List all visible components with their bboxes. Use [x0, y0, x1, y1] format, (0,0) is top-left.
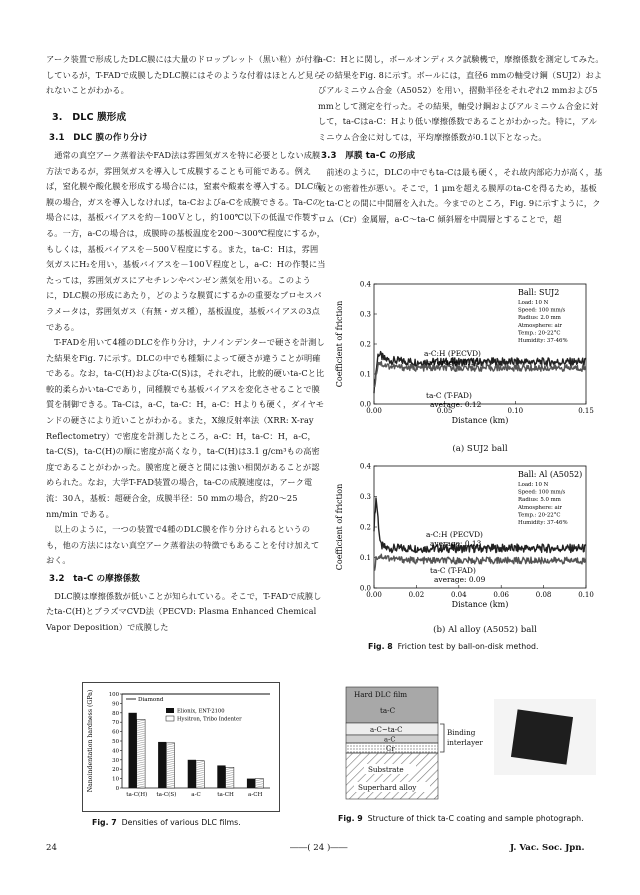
info-box-line: Radius: 5.0 mm — [518, 497, 561, 504]
y-tick-label: 0.2 — [359, 340, 371, 349]
fig8-caption-text: Friction test by ball-on-disk method. — [397, 642, 539, 651]
y-tick-label: 0.1 — [359, 554, 371, 562]
y-axis-label: Coefficient of friction — [335, 483, 344, 571]
y-tick-label: 40 — [112, 748, 119, 755]
y-tick-label: 100 — [108, 692, 119, 698]
subsection-3-3-heading: 3.3 厚膜 ta-C の形成 — [321, 150, 416, 161]
substrate-layer — [346, 753, 438, 799]
legend-swatch — [166, 716, 174, 721]
paragraph: 以上のように，一つの装置で4種のDLC膜を作り分けられるというのも，他の方法にはない真空アーク蒸着法の特徴でもあることを付け加えておく。 — [46, 524, 320, 566]
info-box-line: Humidity: 37-46% — [518, 338, 568, 344]
layer-label: Substrate — [368, 765, 404, 774]
y-tick-label: 70 — [112, 720, 119, 727]
y-axis-label: Nanoindentation hardness (GPa) — [87, 689, 94, 793]
info-box-title: Ball: SUJ2 — [518, 288, 560, 297]
bar-elionix — [129, 713, 137, 788]
plot-frame — [374, 466, 586, 588]
fig7-caption-number: Fig. 7 — [92, 818, 117, 827]
info-box-line: Atmosphere: air — [518, 504, 563, 511]
x-tick-label: a-CH — [248, 792, 263, 798]
x-tick-label: 0.04 — [451, 591, 467, 599]
x-tick-label: 0.10 — [578, 591, 594, 599]
layer-label: ta-C — [380, 706, 396, 715]
layer-label: a-C~ta-C — [370, 726, 403, 734]
paragraph: a-C：Hとに関し，ボールオンディスク試験機で，摩擦係数を測定してみた。その結果をFig. 8に示す。ボールには，直径6 mmの軸受け鋼（SUJ2）およびアルミニウム合金（A5052）を用い，摺動半径をそれぞれ2 mmおよび5 mmとして測定を行った。その結果，軸受け鋼およびアルミニウム合金に対して，ta-Cはa-C：Hより低い摩擦係数であることがわかった。特に，アルミニウム合金に対しては，平均摩擦係数が0.1以下となった。 — [318, 54, 604, 142]
info-box-line: Temp.: 20-22°C — [518, 512, 561, 519]
sample-photo — [511, 709, 573, 764]
y-tick-label: 30 — [112, 757, 119, 764]
series-label-tac: ta-C (T-FAD) — [426, 391, 472, 400]
bar-elionix — [247, 779, 255, 788]
y-tick-label: 0.2 — [359, 523, 371, 532]
page-number-center: ――( 24 )―― — [290, 843, 348, 853]
fig7-caption-text: Densities of various DLC films. — [121, 818, 241, 827]
x-tick-label: 0.02 — [408, 591, 425, 599]
paragraph: 通常の真空アーク蒸着法やFAD法は雰囲気ガスを特に必要としない成膜方法であるが，雰囲気ガスを導入して成膜することも可能である。例えば，窒化膜や酸化膜を形成する場合には，窒素や酸素を導入する。DLC成膜の場合，ガスを導入しなければ，ta-Cおよびa-Cを成膜できる。Ta-Cの場合には，基板バイアスを約－100Ｖとし，約100℃以下の低温で作製する。一方，a-Cの場合は，成膜時の基板温度を200～300℃程度にするか，もしくは，基板バイアスを－500Ｖ程度にする。また，ta-C：Hは，雰囲気ガスにH₂を用い，基板バイアスを－100Ｖ程度とし，a-C：Hの作製に当たっては，雰囲気ガスにアセチレンやベンゼン蒸気を用いる。このように，DLC膜の形成にあたり，どのような膜質にするかの重要なプロセスパラメータは，雰囲気ガス（有無・ガス種），基板温度，基板バイアスの3点である。 — [46, 149, 326, 332]
section-heading: 3. DLC 膜形成 — [52, 111, 127, 123]
x-tick-label: 0.00 — [366, 407, 382, 415]
paragraph: DLC膜は摩擦係数が低いことが知られている。そこで，T-FADで成膜したta-C(H)とプラズマCVD法（PECVD: Plasma Enhanced Chemical Vapor Deposition）で成膜した — [46, 590, 322, 632]
series-average-ach: average: 0.13 — [430, 539, 482, 548]
x-tick-label: 0.08 — [535, 591, 552, 599]
plot-frame — [374, 284, 586, 404]
hardness-bar-chart — [84, 684, 278, 810]
left-column — [46, 52, 326, 635]
series-label-ach: a-C:H (PECVD) — [426, 530, 483, 539]
series-average-tac: average: 0.12 — [430, 400, 482, 409]
series-average-ach: average: 0.14 — [428, 358, 480, 367]
fig9-caption — [338, 814, 584, 823]
info-box-line: Speed: 100 mm/s — [518, 307, 566, 314]
y-tick-label: 10 — [112, 776, 119, 783]
intro-paragraph: アーク装置で形成したDLC膜には大量のドロップレット（黒い粒）が付着しているが，T-FADで成膜したDLC膜にはそのような付着はほとんど見られないことがわかる。 — [46, 54, 322, 96]
info-box-line: Atmosphere: air — [518, 322, 563, 329]
bar-elionix — [188, 760, 196, 788]
interlayer-bracket — [440, 724, 444, 752]
y-tick-label: 0.0 — [359, 584, 371, 593]
y-axis-label: Coefficient of friction — [335, 300, 344, 388]
y-tick-label: 0.4 — [359, 280, 371, 289]
y-tick-label: 0.3 — [359, 493, 371, 501]
y-tick-label: 60 — [112, 729, 119, 736]
layer-structure-diagram — [344, 685, 600, 803]
subsection-3-1-heading: 3.1 DLC 膜の作り分け — [49, 133, 148, 144]
fig8-caption — [368, 642, 538, 651]
info-box-title: Ball: Al (A5052) — [518, 470, 583, 479]
info-box-line: Humidity: 37-46% — [518, 520, 568, 526]
x-tick-label: a-C — [191, 792, 201, 798]
y-tick-label: 0 — [115, 786, 119, 792]
bar-elionix — [158, 742, 166, 788]
fig8a-sublabel: (a) SUJ2 ball — [452, 444, 508, 454]
y-tick-label: 0.0 — [359, 400, 371, 409]
fig8b-sublabel: (b) Al alloy (A5052) ball — [433, 625, 537, 635]
x-tick-label: ta-CH — [217, 792, 234, 798]
friction-chart-a — [330, 276, 600, 426]
y-tick-label: 0.1 — [359, 370, 371, 379]
info-box-line: Load: 10 N — [518, 482, 549, 488]
y-tick-label: 0.4 — [359, 462, 371, 471]
page-number: 24 — [46, 843, 57, 853]
x-axis-label: Distance (km) — [451, 416, 509, 425]
x-tick-label: ta-C(H) — [126, 792, 148, 798]
bar-elionix — [217, 765, 225, 788]
info-box-line: Load: 10 N — [518, 300, 549, 306]
layer-label: Hard DLC film — [354, 690, 408, 699]
binding-label: Binding — [447, 728, 476, 737]
y-tick-label: 20 — [112, 767, 119, 774]
series-label-tac: ta-C (T-FAD) — [430, 566, 476, 575]
x-tick-label: 0.15 — [578, 407, 594, 415]
x-tick-label: 0.06 — [493, 591, 509, 599]
legend-label: Hysitron, Tribo Indenter — [177, 716, 242, 723]
subsection-3-2-heading: 3.2 ta-C の摩擦係数 — [49, 574, 140, 584]
right-column — [318, 52, 604, 228]
y-tick-label: 50 — [112, 739, 119, 745]
y-tick-label: 80 — [112, 710, 119, 717]
series-average-tac: average: 0.09 — [434, 575, 486, 584]
layer-label: a-C — [384, 735, 396, 744]
x-tick-label: ta-C(S) — [156, 792, 177, 798]
info-box-line: Speed: 100 mm/s — [518, 489, 566, 496]
info-box-line: Radius: 2.0 mm — [518, 315, 561, 322]
fig9-caption-text: Structure of thick ta-C coating and sample photograph. — [367, 814, 584, 823]
journal-name: J. Vac. Soc. Jpn. — [510, 843, 585, 853]
friction-chart-b — [330, 458, 600, 616]
fig9-caption-number: Fig. 9 — [338, 814, 363, 823]
binding-label: interlayer — [447, 738, 483, 747]
legend-label: Elionix, ENT-2100 — [177, 708, 225, 715]
layer-label: Cr — [386, 745, 395, 753]
fig8-caption-number: Fig. 8 — [368, 642, 393, 651]
y-tick-label: 0.3 — [359, 310, 371, 319]
series-label-ach: a-C:H (PECVD) — [424, 349, 481, 358]
fig7-caption — [92, 818, 241, 827]
paragraph: T-FADを用いて4種のDLCを作り分け，ナノインデンターで硬さを計測した結果をFig. 7に示す。DLCの中でも種類によって硬さが違うことが明確である。なお，ta-C(H)およびta-C(S)は，それぞれ，比較的硬いta-Cと比較的柔らかいta-Cであり，同種膜でも基板バイアスを変化させることで膜質を制御できる。Ta-Cは，a-C，ta-C：H，a-C：Hよりも硬く，ダイヤモンドの硬さにより近いことがわかる。また，X線反射率法（XRR: X-ray Reflectometry）で密度を計測したところ，a-C：H，ta-C：H，a-C，ta-C(S)，ta-C(H)の順に密度が高くなり，ta-C(H)は3.1 g/cm³もの高密度であることがわかった。膜密度と硬さと間には強い相関があることが認められた。なお，大学T-FAD装置の場合，ta-Cの成膜速度は，アーク電流：30Ａ，基板：超硬合金，成膜半径：50 mmの場合，約20～25 nm/min である。 — [46, 337, 325, 519]
x-tick-label: 0.05 — [436, 407, 453, 415]
x-axis-label: Distance (km) — [451, 600, 509, 609]
legend-label-diamond: Diamond — [138, 697, 164, 703]
x-tick-label: 0.10 — [507, 407, 524, 415]
y-tick-label: 90 — [112, 701, 119, 708]
paragraph: 前述のように，DLCの中でもta-Cは最も硬く，それ故内部応力が高く，基板との密着性が悪い。そこで，1 μmを超える膜厚のta-Cを得るため，基板とta-Cとの間に中間層を入れた。今までのところ，Fig. 9に示すように，クロム（Cr）金属層，a-C～ta-C 傾斜層を中間層とすることで，超 — [318, 167, 603, 224]
layer-label: Superhard alloy — [358, 783, 417, 792]
legend-swatch — [166, 708, 174, 713]
x-tick-label: 0.00 — [366, 591, 382, 599]
info-box-line: Temp.: 20-22°C — [518, 330, 561, 337]
